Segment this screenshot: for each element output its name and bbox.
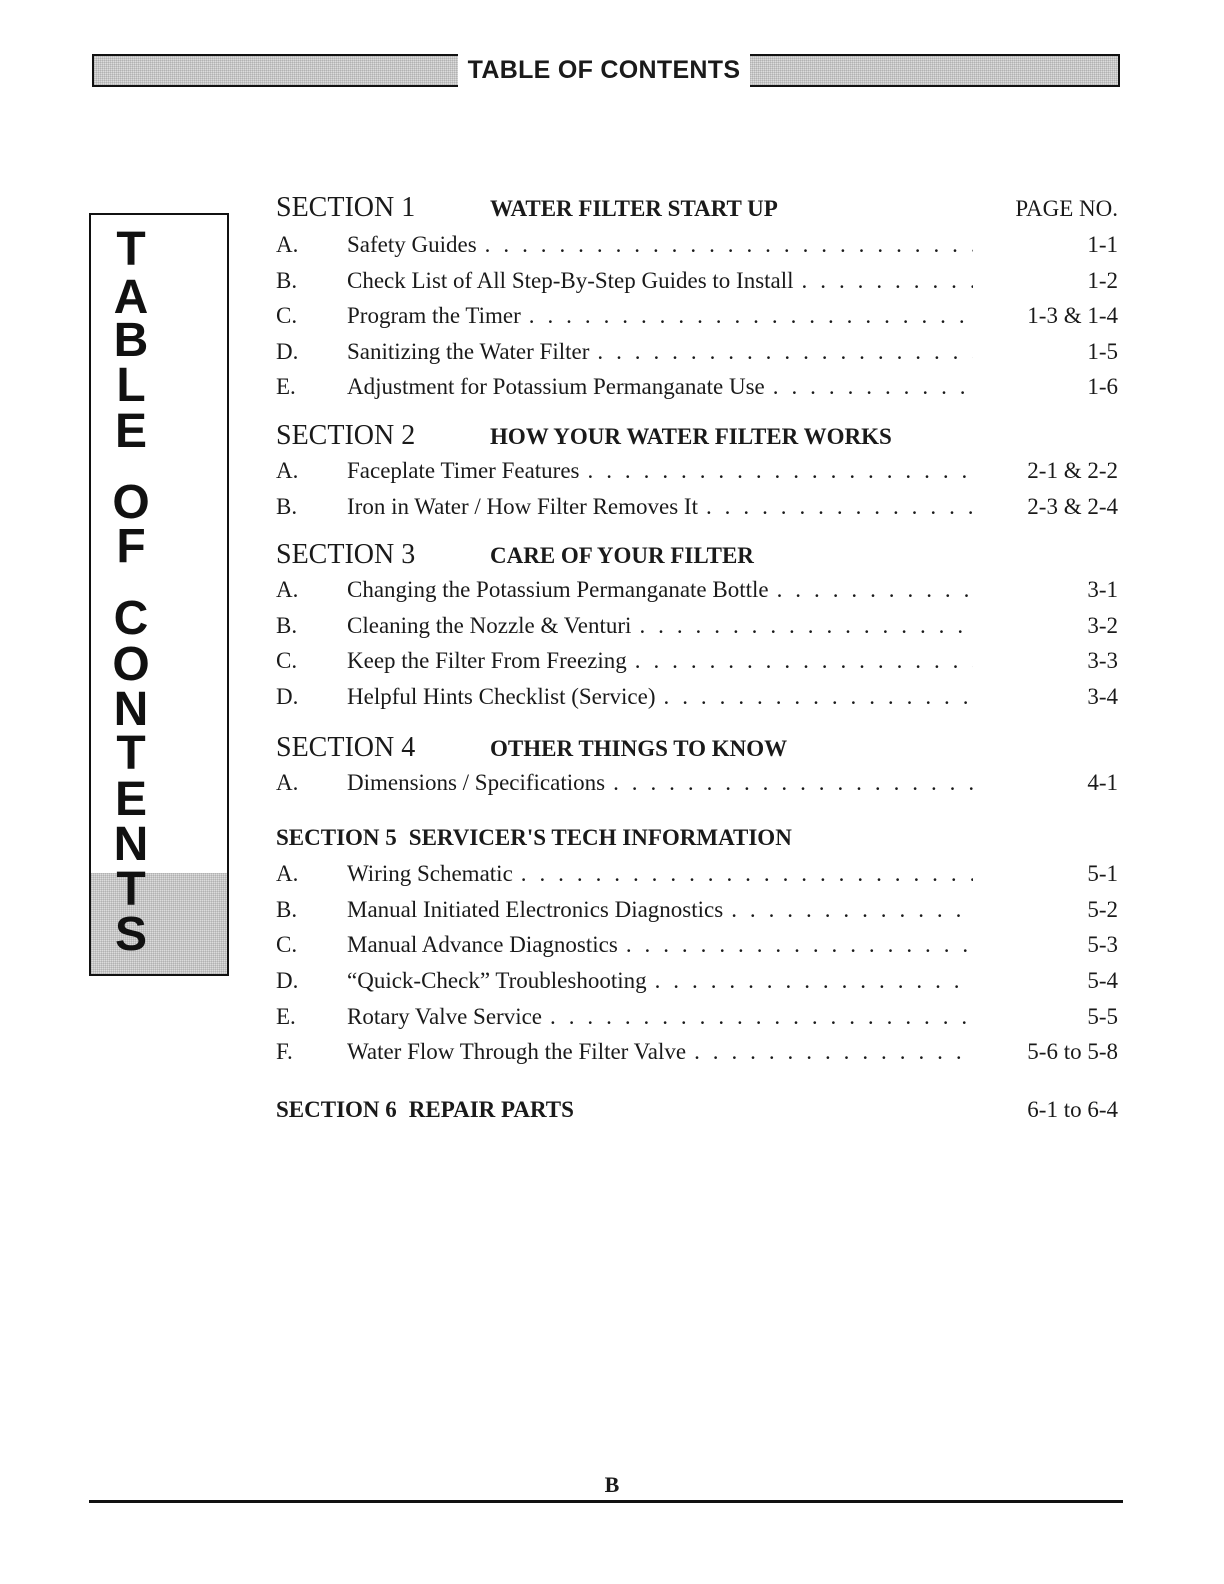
side-tab-letter: A	[113, 271, 149, 324]
section-title: CARE OF YOUR FILTER	[490, 543, 754, 569]
entry-label: Changing the Potassium Permanganate Bottle	[347, 577, 769, 603]
entry-letter: B.	[276, 612, 298, 638]
toc-entry[interactable]	[276, 268, 1118, 304]
entry-page: 5-1	[1087, 861, 1118, 887]
section-number: SECTION 4	[276, 731, 416, 763]
section-title: OTHER THINGS TO KNOW	[490, 735, 788, 761]
entry-label: Check List of All Step-By-Step Guides to Install	[347, 267, 794, 293]
dot-leader	[664, 684, 973, 710]
dot-leader	[550, 1004, 973, 1030]
entry-label: Rotary Valve Service	[347, 1003, 543, 1029]
dot-leader	[773, 374, 973, 400]
toc-entry[interactable]	[276, 339, 1118, 375]
dot-leader	[626, 932, 973, 958]
footer-rule	[89, 1500, 1123, 1503]
entry-label: Manual Advance Diagnostics	[347, 932, 618, 958]
entry-page: 5-4	[1087, 967, 1118, 993]
entry-label: Manual Initiated Electronics Diagnostics	[347, 896, 724, 922]
entry-page: 1-6	[1087, 374, 1118, 400]
side-tab-letter: N	[113, 683, 149, 736]
entry-page: 5-5	[1087, 1003, 1118, 1029]
entry-label: Adjustment for Potassium Permanganate Use	[347, 374, 765, 400]
dot-leader	[635, 648, 973, 674]
toc-entry[interactable]	[276, 494, 1118, 530]
section-number: SECTION 1	[276, 192, 416, 223]
side-tab-letter: O	[112, 638, 150, 691]
dot-leader	[597, 339, 973, 365]
entry-letter: B.	[276, 267, 298, 293]
toc-entry[interactable]	[276, 374, 1118, 410]
side-tab-letter: T	[116, 223, 146, 276]
entry-label: Program the Timer	[347, 303, 521, 329]
toc-entry[interactable]	[276, 303, 1118, 339]
entry-label: Wiring Schematic	[347, 861, 513, 887]
toc-entry[interactable]	[276, 932, 1118, 968]
entry-label: Cleaning the Nozzle & Venturi	[347, 612, 632, 638]
entry-label: Keep the Filter From Freezing	[347, 648, 627, 674]
entry-letter: D.	[276, 967, 299, 993]
entry-letter: A.	[276, 861, 299, 887]
section-heading	[276, 825, 1118, 861]
entry-letter: A.	[276, 457, 299, 483]
entry-page: 5-2	[1087, 896, 1118, 922]
entry-letter: A.	[276, 232, 299, 257]
toc-entry[interactable]	[276, 232, 1118, 268]
entry-letter: F.	[276, 1039, 293, 1065]
side-tab-letter: C	[113, 592, 149, 645]
dot-leader	[694, 1039, 973, 1065]
entry-letter: C.	[276, 932, 298, 958]
entry-page: 3-2	[1087, 612, 1118, 638]
side-tab-letter: L	[116, 359, 146, 412]
entry-label: Faceplate Timer Features	[347, 457, 580, 483]
side-tab-letter: O	[112, 476, 150, 529]
entry-label: Helpful Hints Checklist (Service)	[347, 683, 656, 709]
section-heading	[276, 732, 1118, 770]
entry-page: 5-3	[1087, 932, 1118, 958]
entry-page: 2-3 & 2-4	[1027, 493, 1118, 519]
dot-leader	[485, 232, 973, 258]
toc-entry[interactable]	[276, 1039, 1118, 1075]
entry-letter: A.	[276, 769, 299, 795]
section-number: SECTION 2	[276, 419, 416, 451]
entry-label: “Quick-Check” Troubleshooting	[347, 967, 647, 993]
dot-leader	[588, 458, 973, 484]
entry-page: 5-6 to 5-8	[1027, 1039, 1118, 1065]
entry-letter: C.	[276, 648, 298, 674]
toc-entry[interactable]	[276, 613, 1118, 649]
dot-leader	[731, 897, 973, 923]
side-tab-letter: E	[114, 405, 147, 458]
page-number: B	[604, 1472, 620, 1497]
table-of-contents	[276, 192, 1118, 1133]
dot-leader	[613, 770, 973, 796]
toc-entry[interactable]	[276, 861, 1118, 897]
entry-label: Water Flow Through the Filter Valve	[347, 1039, 687, 1065]
side-tab-letter: S	[114, 908, 147, 961]
section-title: HOW YOUR WATER FILTER WORKS	[490, 423, 892, 449]
entry-page: 3-1	[1087, 577, 1118, 603]
section-heading	[276, 539, 1118, 577]
entry-letter: B.	[276, 896, 298, 922]
section-title: SERVICER'S TECH INFORMATION	[408, 825, 792, 851]
entry-page: 1-1	[1087, 232, 1118, 257]
page-no-header: PAGE NO.	[1015, 196, 1118, 221]
toc-entry[interactable]	[276, 968, 1118, 1004]
section-number: SECTION 5	[276, 825, 397, 851]
side-tab-letter: F	[116, 520, 146, 573]
entry-label: Sanitizing the Water Filter	[347, 338, 590, 364]
entry-label: Dimensions / Specifications	[347, 769, 606, 795]
toc-entry[interactable]	[276, 1004, 1118, 1040]
entry-page: 1-2	[1087, 267, 1118, 293]
entry-page: 4-1	[1087, 769, 1118, 795]
dot-leader	[655, 968, 973, 994]
section-number: SECTION 6	[276, 1096, 397, 1122]
section-title: WATER FILTER START UP	[490, 196, 778, 221]
entry-letter: E.	[276, 1003, 296, 1029]
entry-label: Safety Guides	[347, 232, 477, 257]
entry-letter: D.	[276, 338, 299, 364]
toc-entry[interactable]	[276, 648, 1118, 684]
dot-leader	[777, 577, 973, 603]
dot-leader	[639, 613, 973, 639]
entry-page: 1-3 & 1-4	[1027, 303, 1118, 329]
entry-page: 3-3	[1087, 648, 1118, 674]
toc-entry[interactable]	[276, 684, 1118, 720]
dot-leader	[521, 861, 973, 887]
entry-letter: C.	[276, 303, 298, 329]
section-heading[interactable]	[276, 1097, 1118, 1133]
dot-leader	[706, 494, 973, 520]
page-title: TABLE OF CONTENTS	[458, 52, 750, 89]
toc-entry[interactable]	[276, 577, 1118, 613]
side-tab	[89, 213, 229, 976]
entry-letter: A.	[276, 577, 299, 603]
toc-entry[interactable]	[276, 897, 1118, 933]
entry-page: 2-1 & 2-2	[1027, 457, 1118, 483]
toc-entry[interactable]	[276, 770, 1118, 806]
section-title: REPAIR PARTS	[408, 1096, 574, 1122]
section-heading	[276, 192, 1118, 232]
side-tab-letter: T	[116, 863, 146, 916]
entry-letter: B.	[276, 493, 298, 519]
entry-page: 1-5	[1087, 338, 1118, 364]
dot-leader	[529, 303, 973, 329]
side-tab-letter: B	[113, 314, 149, 367]
entry-page: 3-4	[1087, 683, 1118, 709]
entry-letter: D.	[276, 683, 299, 709]
dot-leader	[802, 268, 973, 294]
side-tab-letter: N	[113, 818, 149, 871]
entry-label: Iron in Water / How Filter Removes It	[347, 493, 698, 519]
section-number: SECTION 3	[276, 539, 416, 571]
section-page: 6-1 to 6-4	[1027, 1096, 1118, 1122]
side-tab-letter: E	[114, 773, 147, 826]
toc-entry[interactable]	[276, 458, 1118, 494]
side-tab-letter: T	[116, 727, 146, 780]
entry-letter: E.	[276, 374, 296, 400]
section-heading	[276, 420, 1118, 458]
